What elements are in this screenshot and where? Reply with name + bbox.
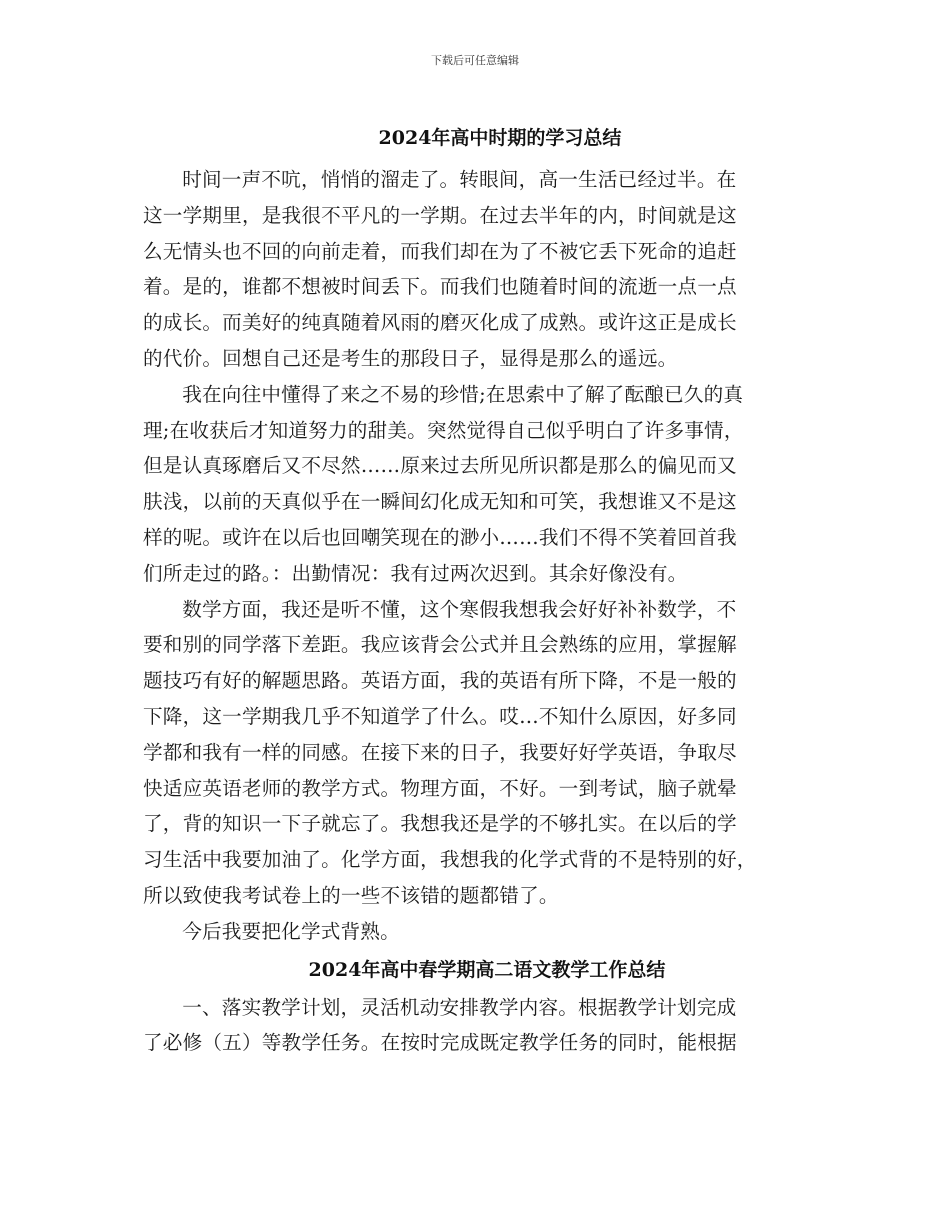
text-line: 题技巧有好的解题思路。英语方面，我的英语有所下降，不是一般的	[143, 669, 737, 693]
text-line: 们所走过的路。：出勤情况：我有过两次迟到。其余好像没有。	[143, 561, 688, 585]
text-line: 的成长。而美好的纯真随着风雨的磨灭化成了成熟。或许这正是成长	[143, 311, 737, 335]
text-line: 了，背的知识一下子就忘了。我想我还是学的不够扎实。在以后的学	[143, 812, 737, 836]
text-line: 学都和我有一样的同感。在接下来的日子，我要好好学英语，争取尽	[143, 740, 737, 764]
text-line: 肤浅，以前的天真似乎在一瞬间幻化成无知和可笑，我想谁又不是这	[143, 490, 737, 514]
text-line: 习生活中我要加油了。化学方面，我想我的化学式背的不是特别的好，	[143, 848, 757, 872]
paragraph-1	[143, 162, 831, 377]
text-line: 样的呢。或许在以后也回嘲笑现在的渺小……我们不得不笑着回首我	[143, 525, 737, 549]
document-body	[143, 120, 831, 1061]
text-line: 一、落实教学计划，灵活机动安排教学内容。根据教学计划完成	[182, 995, 737, 1019]
text-line: 但是认真琢磨后又不尽然……原来过去所见所识都是那么的偏见而又	[143, 454, 737, 478]
text-line: 的代价。回想自己还是考生的那段日子，显得是那么的遥远。	[143, 346, 678, 370]
text-line: 数学方面，我还是听不懂，这个寒假我想我会好好补补数学，不	[182, 597, 737, 621]
text-line: 么无情头也不回的向前走着，而我们却在为了不被它丢下死命的追赶	[143, 239, 737, 263]
text-line: 要和别的同学落下差距。我应该背会公式并且会熟练的应用，掌握解	[143, 633, 737, 657]
text-line: 今后我要把化学式背熟。	[182, 919, 400, 943]
text-line: 时间一声不吭，悄悄的溜走了。转眼间，高一生活已经过半。在	[182, 168, 737, 191]
paragraph-4	[143, 914, 831, 950]
text-line: 着。是的，谁都不想被时间丢下。而我们也随着时间的流逝一点一点	[143, 275, 737, 299]
paragraph-2	[143, 377, 831, 592]
text-line: 我在向往中懂得了来之不易的珍惜;在思索中了解了酝酿已久的真	[182, 382, 744, 406]
text-line: 理;在收获后才知道努力的甜美。突然觉得自己似乎明白了许多事情，	[143, 418, 744, 442]
paragraph-3	[143, 592, 831, 914]
page-header: 下载后可任意编辑	[431, 54, 519, 67]
text-line: 快适应英语老师的教学方式。物理方面，不好。一到考试，脑子就晕	[143, 776, 737, 800]
text-line: 这一学期里，是我很不平凡的一学期。在过去半年的内，时间就是这	[143, 203, 737, 227]
text-line: 下降，这一学期我几乎不知道学了什么。哎…不知什么原因，好多同	[143, 704, 737, 728]
document-title: 2024年高中时期的学习总结	[378, 127, 622, 149]
paragraph-5	[143, 990, 831, 1062]
text-line: 了必修（五）等教学任务。在按时完成既定教学任务的同时，能根据	[143, 1031, 737, 1055]
section-title: 2024年高中春学期高二语文教学工作总结	[308, 958, 666, 981]
text-line: 所以致使我考试卷上的一些不该错的题都错了。	[143, 883, 559, 907]
